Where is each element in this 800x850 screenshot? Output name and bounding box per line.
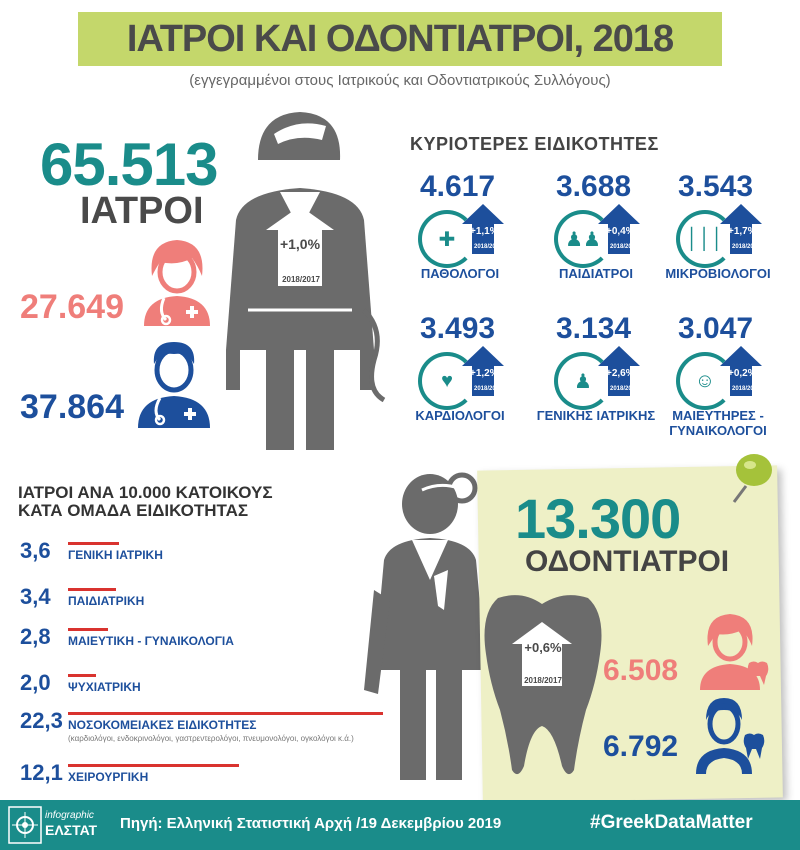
specialty-value: 3.134 [556, 312, 632, 345]
specialty-period: 2018/2017 [474, 244, 503, 250]
ratio-bar [68, 588, 116, 591]
dentists-label: ΟΔΟΝΤΙΑΤΡΟΙ [525, 545, 730, 578]
footer-hashtag: #GreekDataMatter [590, 812, 753, 833]
specialty-name: ΚΑΡΔΙΟΛΟΓΟΙ [415, 408, 505, 423]
specialty-period: 2018/2017 [474, 386, 503, 392]
elstat-logo-icon [8, 806, 42, 844]
specialty-value: 3.688 [556, 170, 632, 203]
specialties-title: ΚΥΡΙΟΤΕΡΕΣ ΕΙΔΙΚΟΤΗΤΕΣ [410, 134, 659, 154]
children-icon: ♟♟ [554, 210, 612, 268]
specialty-change: +1,7% [728, 226, 757, 237]
person-icon: ♟ [554, 352, 612, 410]
specialty-name: ΠΑΘΟΛΟΓΟΙ [420, 266, 500, 281]
specialty-change: +2,6% [606, 368, 635, 379]
specialty-name: ΠΑΙΔΙΑΤΡΟΙ [559, 266, 633, 281]
specialty-change: +1,1% [470, 226, 499, 237]
doctors-male: 37.864 [20, 388, 124, 426]
footer-brand-line2: ΕΛΣΤΑΤ [45, 822, 98, 838]
ratio-name: ΠΑΙΔΙΑΤΡΙΚΗ [68, 594, 145, 608]
specialty-value: 3.493 [420, 312, 496, 345]
ratio-bar [68, 764, 239, 767]
dentists-total: 13.300 [515, 487, 681, 550]
baby-icon: ☺ [676, 352, 734, 410]
specialty-change: +0,4% [606, 226, 635, 237]
ratios-title-line1: ΙΑΤΡΟΙ ΑΝΑ 10.000 ΚΑΤΟΙΚΟΥΣ [18, 483, 273, 502]
footer-source: Πηγή: Ελληνική Στατιστική Αρχή /19 Δεκεμβρίου 2019 [120, 815, 502, 832]
tooth-icon [478, 590, 608, 780]
specialty-change: +1,2% [470, 368, 499, 379]
dentists-male: 6.792 [603, 730, 679, 763]
test-tubes-icon: │││ [676, 210, 734, 268]
dentists-change: +0,6% [524, 640, 562, 655]
medical-kit-icon: ✚ [418, 210, 476, 268]
ratios-title-line2: ΚΑΤΑ ΟΜΑΔΑ ΕΙΔΙΚΟΤΗΤΑΣ [18, 501, 249, 520]
ratio-value: 3,6 [20, 538, 51, 563]
ratio-note: (καρδιολόγοι, ενδοκρινολόγοι, γαστρεντερολόγοι, πνευμονολόγοι, ογκολόγοι κ.ά.) [68, 734, 354, 743]
page-subtitle: (εγγεγραμμένοι στους Ιατρικούς και Οδοντιατρικούς Συλλόγους) [189, 72, 611, 89]
specialty-value: 3.047 [678, 312, 754, 345]
specialty-change: +0,2% [728, 368, 757, 379]
specialty-period: 2018/2017 [732, 244, 761, 250]
doctors-total: 65.513 [40, 131, 218, 198]
ratio-value: 2,0 [20, 670, 51, 695]
pushpin-icon [726, 448, 780, 506]
page-title: ΙΑΤΡΟΙ ΚΑΙ ΟΔΟΝΤΙΑΤΡΟΙ, 2018 [126, 18, 674, 60]
specialty-period: 2018/2017 [732, 386, 761, 392]
doctors-change: +1,0% [279, 236, 321, 252]
small-tooth-icon-male [742, 732, 766, 760]
ratio-bar [68, 628, 108, 631]
specialty-name: ΓΕΝΙΚΗΣ ΙΑΤΡΙΚΗΣ [536, 408, 656, 423]
ratio-value: 12,1 [20, 760, 63, 785]
ratio-value: 22,3 [20, 708, 63, 733]
specialty-value: 3.543 [678, 170, 754, 203]
ratio-value: 3,4 [20, 584, 51, 609]
ratio-name: ΨΥΧΙΑΤΡΙΚΗ [68, 680, 141, 694]
heart-pulse-icon: ♥ [418, 352, 476, 410]
doctors-label: ΙΑΤΡΟΙ [80, 190, 204, 232]
specialty-value: 4.617 [420, 170, 496, 203]
dentists-female: 6.508 [603, 654, 679, 687]
ratio-value: 2,8 [20, 624, 51, 649]
dentists-period: 2018/2017 [524, 676, 562, 685]
ratio-name: ΧΕΙΡΟΥΡΓΙΚΗ [68, 770, 149, 784]
ratio-bar [68, 674, 96, 677]
female-doctor-icon [138, 236, 216, 326]
specialty-name: ΜΙΚΡΟΒΙΟΛΟΓΟΙ [665, 266, 771, 281]
ratio-bar [68, 542, 119, 545]
ratios-title [18, 484, 273, 520]
specialty-period: 2018/2017 [610, 386, 639, 392]
male-doctor-icon [132, 336, 216, 428]
ratio-bar [68, 712, 383, 715]
ratio-name: ΜΑΙΕΥΤΙΚΗ - ΓΥΝΑΙΚΟΛΟΓΙΑ [68, 634, 234, 648]
doctors-period: 2018/2017 [282, 275, 320, 284]
specialty-name: ΜΑΙΕΥΤΗΡΕΣ - ΓΥΝΑΙΚΟΛΟΓΟΙ [669, 408, 767, 438]
specialty-period: 2018/2017 [610, 244, 639, 250]
ratio-name: ΝΟΣΟΚΟΜΕΙΑΚΕΣ ΕΙΔΙΚΟΤΗΤΕΣ [68, 718, 257, 732]
ratio-name: ΓΕΝΙΚΗ ΙΑΤΡΙΚΗ [68, 548, 163, 562]
small-tooth-icon-female [746, 660, 770, 686]
doctors-female: 27.649 [20, 288, 124, 326]
footer-brand-line1: infographic [45, 810, 94, 821]
